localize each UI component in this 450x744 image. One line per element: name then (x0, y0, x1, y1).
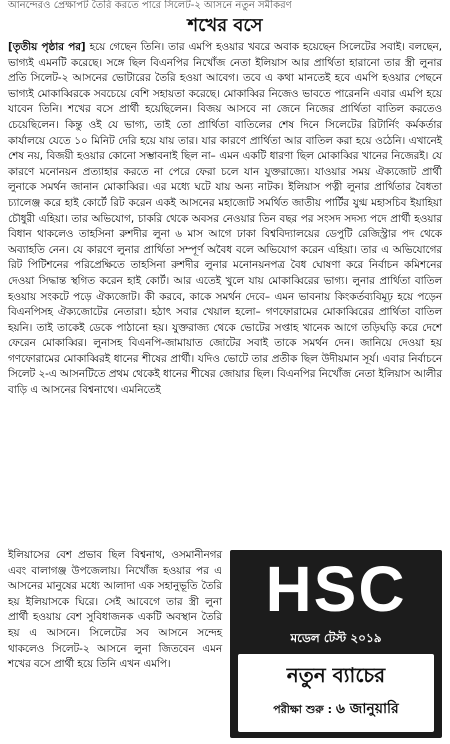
ad-subtitle: মডেল টেস্ট ২০১৯ (290, 631, 382, 645)
headline: শখের বসে (187, 15, 263, 36)
bottom-section (8, 548, 442, 740)
article-continuation: ইলিয়াসের বেশ প্রভাব ছিল বিশ্বনাথ, ওসমানীনগর এবং বালাগঞ্জ উপজেলায়। নিখোঁজ হওয়ার পর এ আসনের মানুষের মধ্যে আলাদা এক সহানুভূতি তৈরি হয় ইলিয়াসকে ঘিরে। সেই আবেগে তার স্ত্রী লুনা প্রার্থী হওয়ায় বেশ সুবিধাজনক একটি অবস্থান তৈরি হয় এ আসনে। সিলেটের সব আসনে সন্দেহ থাকলেও সিলেট-২ আসনে লুনা জিতবেন এমন শখের বসে প্রার্থী হয়ে তিনি এখন এমপি। (8, 549, 222, 671)
continued-from-reference: [তৃতীয় পৃষ্ঠার পর] (8, 41, 86, 53)
ad-date-label: পরীক্ষা শুরু : (273, 703, 332, 716)
ad-date-value: ৬ জানুয়ারি (335, 701, 399, 717)
article-body (8, 40, 442, 399)
ad-batch-text: নতুন ব্যাচের (286, 663, 386, 687)
ad-info-panel (238, 654, 434, 732)
article-text: হয়ে গেছেন তিনি। তার এমপি হওয়ার খবরে অবাক হয়েছেন সিলেটের সবাই। বলছেন, ভাগ্যই এমনটি করেছে। সঙ্গে ছিল বিএনপির নিখোঁজ নেতা ইলিয়াস আর প্রার্থিতা হারানো তার স্ত্রী লুনার প্রতি সিলেট-২ আসনের ভোটারের তৈরি হওয়া আবেগ। তবে এ কথা মানতেই হবে এমপি হওয়ার পেছনে ভাগ্যই মোকাব্বিরকে সবচেয়ে বেশি সহায়তা করেছে। মোকাব্বির নিজেও ভাবতে পারেননি এবার এমপি হয়ে যাবেন তিনি। শখের বসে প্রার্থী হয়েছিলেন। বিজয় আসবে না জেনে নিজের প্রার্থিতা বাতিল করতেও চেয়েছিলেন। কিন্তু ওই যে ভাগ্য, তাই তো প্রার্থিতা বাতিলের শেষ দিনে সিলেটের রিটার্নিং কর্মকর্তার কার্যালয়ে যেতে ১০ মিনিট দেরি হয়ে যায় তার। যার কারণে প্রার্থিতা আর বাতিল করা হয়ে ওঠেনি। এখানেই শেষ নয়, বিজয়ী হওয়ার কোনো সম্ভাবনাই ছিল না– এমন একটি ধারণা ছিল মোকাব্বির খানের নিজেরই। যে কারণে মনোনয়ন প্রত্যাহার করতে না পেরে ফেরা চলে যান যুক্তরাজ্যে। যাওয়ার সময় ঐক্যজোট প্রার্থী লুনাকে সমর্থন জানান মোকাব্বির। এর মধ্যে ঘটে যায় অন্য নাটক। ইলিয়াস পত্নী লুনার প্রার্থিতার বৈধতা চ্যালেঞ্জ করে হাই কোর্টে রিট করেন একই আসনের মহাজোট সমর্থিত জাতীয় পার্টির যুগ্ম মহাসচিব ইয়াহিয়া চৌধুরী এহিয়া। তার অভিযোগ, চাকরি থেকে অবসর নেওয়ার তিন বছর পর সংসদ সদস্য পদে প্রার্থী হওয়ার বিধান থাকলেও তাহসিনা রুশদীর লুনা ৬ মাস আগে ঢাকা বিশ্ববিদ্যালয়ের ডেপুটি রেজিস্ট্রার পদ থেকে অব্যাহতি নেন। যে কারণে লুনার প্রার্থিতা সম্পূর্ণ অবৈধ বলে অভিযোগ করেন এহিয়া। তার এ অভিযোগের রিট পিটিশনের পরিপ্রেক্ষিতে তাহসিনা রুশদীর লুনার মনোনয়নপত্র বৈধ ঘোষণা করে নির্বাচন কমিশনের দেওয়া সিদ্ধান্ত স্থগিত করেন হাই কোর্ট। আর এতেই খুলে যায় মোকাব্বিরের ভাগ্য। লুনার প্রার্থিতা বাতিল হওয়ায় সংকটে পড়ে ঐক্যজোট। কী করবে, কাকে সমর্থন দেবে– এমন ভাবনায় কিংকর্তব্যবিমূঢ় হয়ে পড়েন বিএনপিসহ ঐক্যজোটের নেতারা। হঠাৎ সবার খেয়াল হলো– গণফোরামের মোকাব্বিরের প্রার্থিতা বাতিল হয়নি। তাই তাকেই ডেকে পাঠানো হয়। যুক্তরাজ্য থেকে ভোটের সপ্তাহ খানেক আগে তড়িঘড়ি করে দেশে ফেরেন মোকাব্বির। লুনাসহ বিএনপি-জামায়াত জোটের সবাই তাকে সমর্থন দেন। জানিয়ে দেওয়া হয় গণফোরামের মোকাব্বিরই ধানের শীষের প্রার্থী। যদিও ভোটে তার প্রতীক ছিল উদীয়মান সূর্য। এবার নির্বাচনে সিলেট ২-এ আসনটিতে প্রথম থেকেই ধানের শীষের জোয়ার ছিল। বিএনপির নিখোঁজ নেতা ইলিয়াস আলীর বাড়ি এ আসনের বিশ্বনাথে। এমনিতেই (8, 41, 442, 397)
hsc-advertisement (230, 550, 442, 738)
previous-article-fragment: আনন্দেরও প্রেক্ষাপট তৈরি করতে পারে সিলেট-২ আসনে নতুন সমীকরণ (8, 0, 292, 11)
ad-exam-date (238, 698, 434, 721)
ad-title: HSC (265, 553, 407, 625)
article-paragraph (8, 40, 442, 399)
